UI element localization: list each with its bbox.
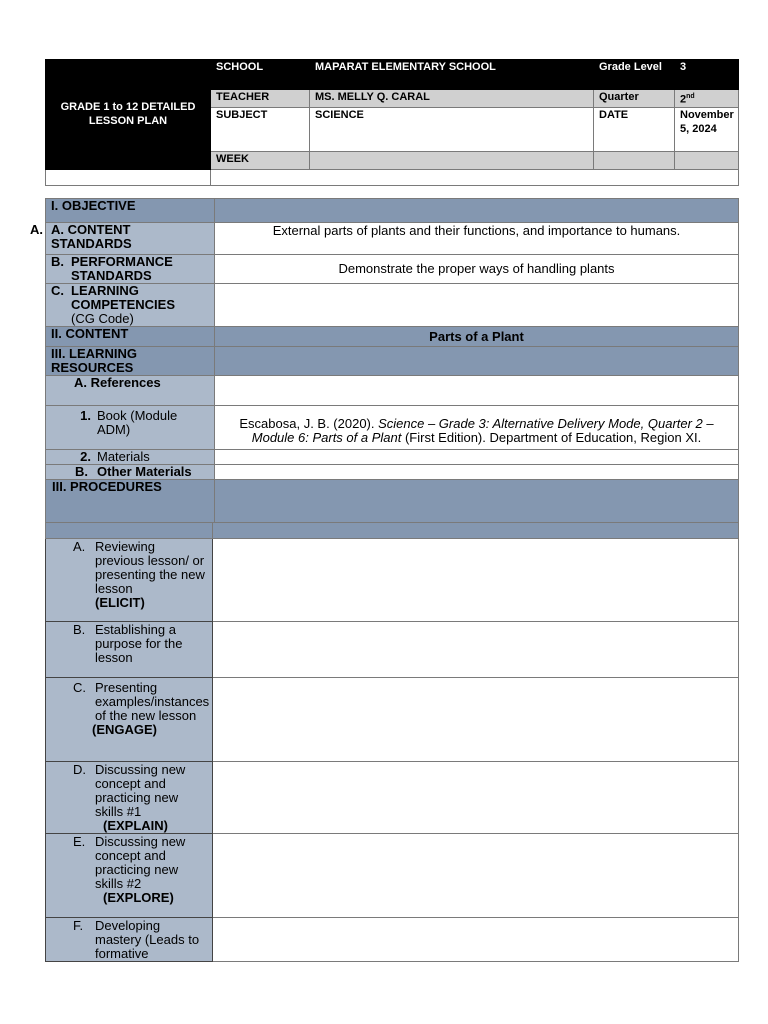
- header-table: [45, 59, 739, 186]
- school-label: SCHOOL: [211, 60, 310, 90]
- procedure-row-a: A. Reviewing previous lesson/ or presenting the new lesson (ELICIT): [46, 539, 213, 622]
- procedure-b-content: [213, 622, 739, 678]
- quarter-value: 2nd: [675, 90, 739, 108]
- procedures-spacer-left: [46, 523, 213, 539]
- other-materials-label: B. Other Materials: [46, 465, 215, 480]
- resources-heading: III. LEARNING RESOURCES: [46, 347, 215, 376]
- procedure-e-content: [213, 834, 739, 918]
- procedure-c-content: [213, 678, 739, 762]
- lesson-plan-table: [45, 198, 739, 528]
- grade-value: 3: [675, 60, 739, 90]
- book-reference: Escabosa, J. B. (2020). Science – Grade 3: Alternative Delivery Mode, Quarter 2 – Module 6: Parts of a Plant (First Edition). Department of Education, Region XI.: [215, 406, 739, 450]
- procedures-table: [45, 522, 739, 962]
- competencies-label: C. LEARNING COMPETENCIES (CG Code): [46, 284, 215, 327]
- quarter-label: Quarter: [594, 90, 675, 108]
- resources-value: [215, 347, 739, 376]
- teacher-value: MS. MELLY Q. CARAL: [310, 90, 594, 108]
- content-value: Parts of a Plant: [215, 327, 739, 347]
- cg-code: (CG Code): [71, 311, 134, 326]
- procedure-row-c: C. Presenting examples/instances of the new lesson (ENGAGE): [46, 678, 213, 762]
- a-marker: A.: [30, 222, 43, 237]
- procedure-row-f: F. Developing mastery (Leads to formative: [46, 918, 213, 962]
- lesson-plan-title: GRADE 1 to 12 DETAILED LESSON PLAN: [46, 60, 211, 170]
- references-value: [215, 376, 739, 406]
- school-value: MAPARAT ELEMENTARY SCHOOL: [310, 60, 594, 90]
- subject-value: SCIENCE: [310, 107, 594, 151]
- procedures-spacer-right: [213, 523, 739, 539]
- materials-label: 2. Materials: [46, 450, 215, 465]
- content-standards-label: A. CONTENT STANDARDS: [46, 223, 215, 255]
- procedure-d-content: [213, 762, 739, 834]
- week-cell-3: [594, 151, 675, 169]
- content-heading: II. CONTENT: [46, 327, 215, 347]
- week-label: WEEK: [211, 151, 310, 169]
- date-value: November 5, 2024: [675, 107, 739, 151]
- objective-value: [215, 199, 739, 223]
- teacher-label: TEACHER: [211, 90, 310, 108]
- book-label: 1. Book (Module ADM): [46, 406, 215, 450]
- references-label: A. References: [46, 376, 215, 406]
- blank-cell-right: [211, 169, 739, 185]
- performance-standards-value: Demonstrate the proper ways of handling plants: [215, 255, 739, 284]
- objective-heading: I. OBJECTIVE: [46, 199, 215, 223]
- blank-cell-left: [46, 169, 211, 185]
- procedure-row-e: E. Discussing new concept and practicing new skills #2 (EXPLORE): [46, 834, 213, 918]
- week-value: [310, 151, 594, 169]
- procedures-heading: III. PROCEDURES: [46, 480, 215, 528]
- performance-standards-label: B. PERFORMANCE STANDARDS: [46, 255, 215, 284]
- competencies-value: [215, 284, 739, 327]
- procedure-a-content: [213, 539, 739, 622]
- other-materials-value: [215, 465, 739, 480]
- procedure-row-d: D. Discussing new concept and practicing new skills #1 (EXPLAIN): [46, 762, 213, 834]
- date-label: DATE: [594, 107, 675, 151]
- week-cell-4: [675, 151, 739, 169]
- procedures-heading-right: [215, 480, 739, 528]
- subject-label: SUBJECT: [211, 107, 310, 151]
- content-standards-value: External parts of plants and their functions, and importance to humans.: [215, 223, 739, 255]
- procedure-f-content: [213, 918, 739, 962]
- grade-label: Grade Level: [594, 60, 675, 90]
- materials-value: [215, 450, 739, 465]
- procedure-row-b: B. Establishing a purpose for the lesson: [46, 622, 213, 678]
